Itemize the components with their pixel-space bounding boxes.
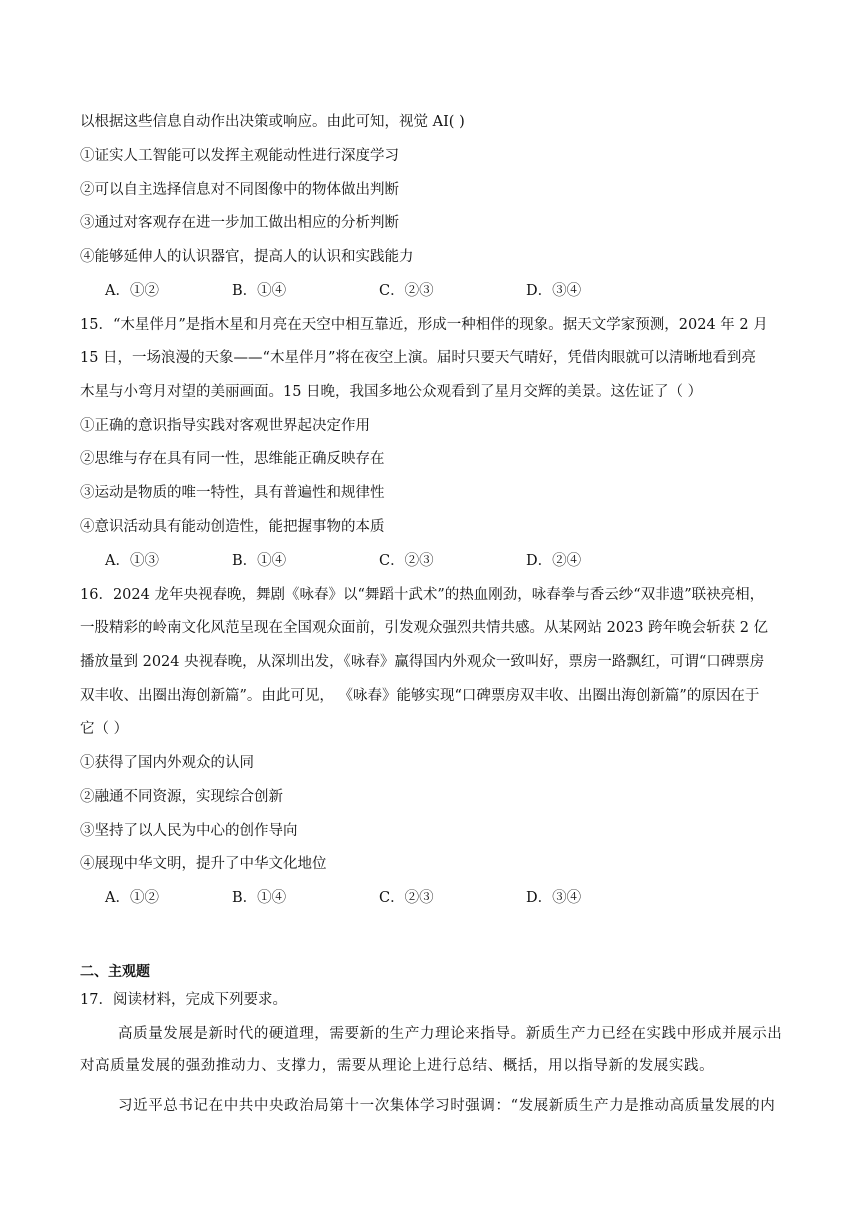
q14-item-4: ④能够延伸人的认识器官，提高人的认识和实践能力 — [80, 249, 414, 265]
q16-item-1: ①获得了国内外观众的认同 — [80, 755, 254, 771]
q14-item-1: ①证实人工智能可以发挥主观能动性进行深度学习 — [80, 148, 399, 164]
q15-item-4: ④意识活动具有能动创造性，能把握事物的本质 — [80, 519, 385, 535]
q14-item-3: ③通过对客观存在进一步加工做出相应的分析判断 — [80, 215, 399, 231]
q16-item-2: ②融通不同资源，实现综合创新 — [80, 789, 283, 805]
q15-option-c: C．②③ — [379, 553, 434, 569]
q14-stem: 以根据这些信息自动作出决策或响应。由此可知，视觉 AI( ) — [80, 114, 465, 130]
q15-item-1: ①正确的意识指导实践对客观世界起决定作用 — [80, 418, 370, 434]
q16-stem-line-4: 双丰收、出圈出海创新篇”。由此可见， 《咏春》能够实现“口碑票房双丰收、出圈出海创新篇”的原因在于 — [80, 688, 760, 704]
q14-option-b: B．①④ — [232, 283, 287, 299]
q15-option-d: D．②④ — [526, 553, 582, 569]
q16-option-b: B．①④ — [232, 890, 287, 906]
q15-stem-line-2: 15 日，一场浪漫的天象——“木星伴月”将在夜空上演。届时只要天气晴好，凭借肉眼就可以清晰地看到亮 — [80, 350, 756, 366]
q16-stem-line-3: 播放量到 2024 央视春晚，从深圳出发，《咏春》赢得国内外观众一致叫好，票房一路飘红，可谓“口碑票房 — [80, 654, 765, 670]
q15-stem-line-1: 15．“木星伴月”是指木星和月亮在天空中相互靠近，形成一种相伴的现象。据天文学家预测，2024 年 2 月 — [80, 317, 768, 333]
q17-stem: 17．阅读材料，完成下列要求。 — [80, 992, 287, 1008]
q16-option-a: A．①② — [105, 890, 159, 906]
q16-stem-line-5: 它（ ） — [80, 721, 129, 737]
q14-item-2: ②可以自主选择信息对不同图像中的物体做出判断 — [80, 182, 399, 198]
q14-option-c: C．②③ — [379, 283, 434, 299]
q16-item-3: ③坚持了以人民为中心的创作导向 — [80, 823, 298, 839]
q17-material-line-1: 高质量发展是新时代的硬道理，需要新的生产力理论来指导。新质生产力已经在实践中形成并展示出 — [118, 1026, 783, 1042]
q15-stem-line-3: 木星与小弯月对望的美丽画面。15 日晚，我国多地公众观看到了星月交辉的美景。这佐证了（ ） — [80, 384, 703, 400]
q16-stem-line-2: 一股精彩的岭南文化风范呈现在全国观众面前，引发观众强烈共情共感。从某网站 2023 跨年晚会斩获 2 亿 — [80, 620, 769, 636]
q16-option-c: C．②③ — [379, 890, 434, 906]
q14-option-a: A．①② — [105, 283, 159, 299]
q15-item-3: ③运动是物质的唯一特性，具有普遍性和规律性 — [80, 485, 385, 501]
q15-option-b: B．①④ — [232, 553, 287, 569]
section-title: 二、主观题 — [80, 964, 150, 980]
q17-material-line-2: 对高质量发展的强劲推动力、支撑力，需要从理论上进行总结、概括，用以指导新的发展实践。 — [80, 1058, 715, 1074]
q16-option-d: D．③④ — [526, 890, 582, 906]
q16-stem-line-1: 16．2024 龙年央视春晚，舞剧《咏春》以“舞蹈十武术”的热血刚劲，咏春拳与香云纱“双非遗”联袂亮相， — [80, 587, 765, 603]
q17-material-line-3: 习近平总书记在中共中央政治局第十一次集体学习时强调：“发展新质生产力是推动高质量发展的内 — [118, 1098, 776, 1114]
q15-option-a: A．①③ — [105, 553, 159, 569]
q15-item-2: ②思维与存在具有同一性，思维能正确反映存在 — [80, 451, 385, 467]
q16-item-4: ④展现中华文明，提升了中华文化地位 — [80, 856, 327, 872]
q14-option-d: D．③④ — [526, 283, 582, 299]
